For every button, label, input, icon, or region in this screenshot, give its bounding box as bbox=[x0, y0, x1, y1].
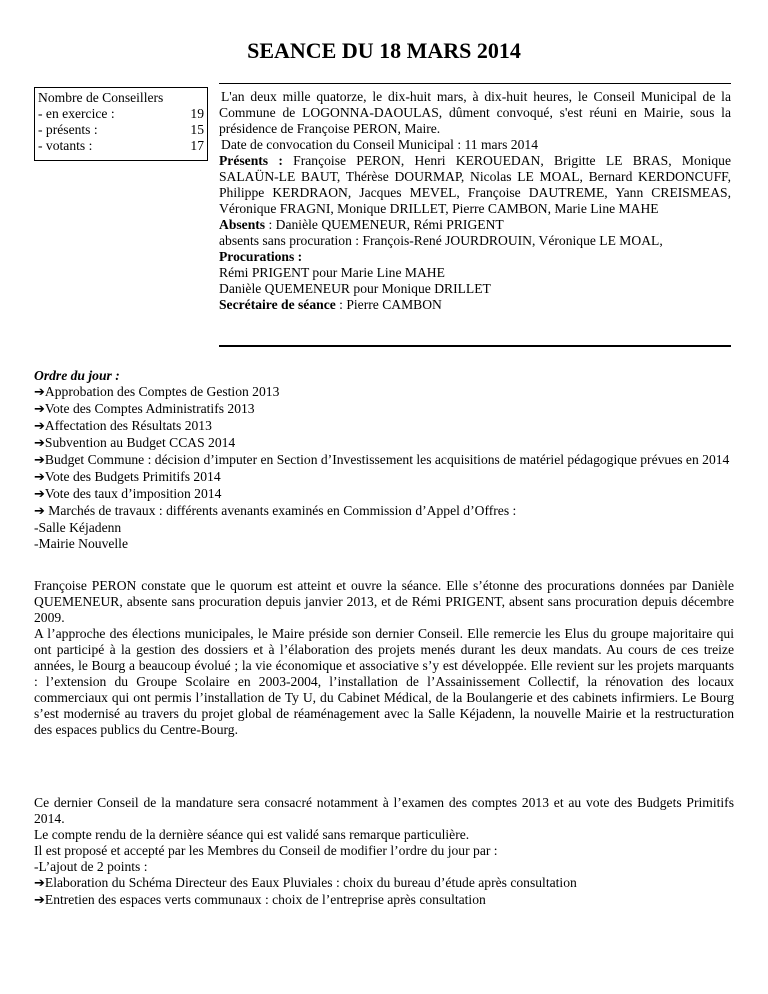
count-row-en-exercice bbox=[38, 106, 204, 122]
added-item: ➔Entretien des espaces verts communaux : choix de l’entreprise après consultation bbox=[34, 892, 486, 908]
header-divider-bottom bbox=[219, 345, 731, 347]
absents-sans-procuration: absents sans procuration : François-René JOURDROUIN, Véronique LE MOAL, bbox=[219, 233, 663, 248]
agenda-item: ➔Vote des taux d’imposition 2014 bbox=[34, 486, 222, 502]
right-arrow-icon: ➔ bbox=[34, 893, 45, 908]
agenda-heading: Ordre du jour : bbox=[34, 368, 120, 383]
secretaire-block bbox=[219, 297, 731, 313]
session-intro: L'an deux mille quatorze, le dix-huit mars, à dix-huit heures, le Conseil Municipal de la Commune de LOGONNA-DAOULAS, dûment convoqué, s'est réuni en Mairie, sous la présidence de Françoise PERON, Maire. bbox=[219, 89, 731, 136]
right-arrow-icon: ➔ bbox=[34, 402, 45, 417]
agenda-item: ➔Affectation des Résultats 2013 bbox=[34, 418, 212, 434]
councillors-count-box bbox=[34, 87, 208, 161]
agenda-subitem: -Salle Kéjadenn bbox=[34, 520, 122, 535]
paragraph: Françoise PERON constate que le quorum est atteint et ouvre la séance. Elle s’étonne des procurations données par Danièle QUEMENEUR, absente sans procuration depuis janvier 2013, et de Rémi PRIGENT, absent sans procuration depuis décembre 2009. bbox=[34, 578, 734, 625]
count-value: 19 bbox=[190, 106, 204, 121]
presents-list: Françoise PERON, Henri KEROUEDAN, Brigitte LE BRAS, Monique SALAÜN-LE BAUT, Thérèse DOURMAP, Nicolas LE MOAL, Bernard KERDONCUFF, Philippe KERDRAON, Jacques MEVEL, Françoise DAUTREME, Yann CREISMEAS, Véronique FRAGNI, Monique DRILLET, Pierre CAMBON, Marie Line MAHE bbox=[219, 153, 731, 216]
agenda-item: ➔Vote des Comptes Administratifs 2013 bbox=[34, 401, 255, 417]
agenda-item: ➔Budget Commune : décision d’imputer en Section d’Investissement les acquisitions de matériel pédagogique prévues en 2014 bbox=[34, 452, 730, 468]
secretaire-name: : Pierre CAMBON bbox=[335, 297, 442, 312]
count-row-votants bbox=[38, 138, 204, 154]
session-header bbox=[219, 89, 731, 313]
paragraph: Il est proposé et accepté par les Membres du Conseil de modifier l’ordre du jour par : bbox=[34, 843, 498, 858]
right-arrow-icon: ➔ bbox=[34, 385, 45, 400]
count-value: 17 bbox=[190, 138, 204, 153]
procuration-item: Rémi PRIGENT pour Marie Line MAHE bbox=[219, 265, 445, 280]
count-value: 15 bbox=[190, 122, 204, 137]
procuration-item: Danièle QUEMENEUR pour Monique DRILLET bbox=[219, 281, 491, 296]
presents-label: Présents : bbox=[219, 153, 283, 168]
paragraph: Le compte rendu de la dernière séance qui est validé sans remarque particulière. bbox=[34, 827, 470, 842]
absents-label: Absents bbox=[219, 217, 266, 232]
paragraph: A l’approche des élections municipales, le Maire préside son dernier Conseil. Elle remercie les Elus du groupe majoritaire qui ont participé à la gestion des dossiers et à l’élaboration des projets menés durant les deux mandats. Au cours de ces treize années, le Bourg a beaucoup évolué ; la vie économique et associative s’y est développée. Elle revient sur les projets marquants : l’extension du Groupe Scolaire en 2003-2004, l’installation de l’Assainissement Collectif, la rénovation des locaux commerciaux qui ont permis l’installation de Ty U, du Cabinet Médical, de la Boulangerie et des cabinets infirmiers. Le Bourg s’est modernisé au travers du projet global de réaménagement avec la Salle Kéjadenn, la nouvelle Mairie et la restructuration des espaces publics du Centre-Bourg. bbox=[34, 626, 734, 737]
opening-remarks bbox=[34, 578, 734, 738]
count-label: - votants : bbox=[38, 138, 93, 153]
agenda-item: ➔Vote des Budgets Primitifs 2014 bbox=[34, 469, 221, 485]
paragraph: -L’ajout de 2 points : bbox=[34, 859, 148, 874]
presents-block bbox=[219, 153, 731, 217]
right-arrow-icon: ➔ bbox=[34, 436, 45, 451]
agenda bbox=[34, 368, 734, 552]
paragraph: Ce dernier Conseil de la mandature sera consacré notamment à l’examen des comptes 2013 et au vote des Budgets Primitifs 2014. bbox=[34, 795, 734, 826]
right-arrow-icon: ➔ bbox=[34, 470, 45, 485]
procurations-label: Procurations : bbox=[219, 249, 303, 264]
count-label: - présents : bbox=[38, 122, 98, 137]
counts-heading: Nombre de Conseillers bbox=[38, 90, 164, 105]
count-row-presents bbox=[38, 122, 204, 138]
count-label: - en exercice : bbox=[38, 106, 115, 121]
right-arrow-icon: ➔ bbox=[34, 487, 45, 502]
absents-block bbox=[219, 217, 731, 233]
right-arrow-icon: ➔ bbox=[34, 453, 45, 468]
secretaire-label: Secrétaire de séance bbox=[219, 297, 336, 312]
added-item: ➔Elaboration du Schéma Directeur des Eaux Pluviales : choix du bureau d’étude après consultation bbox=[34, 875, 577, 891]
agenda-item: ➔ Marchés de travaux : différents avenants examinés en Commission d’Appel d’Offres : bbox=[34, 503, 517, 519]
convocation-date: Date de convocation du Conseil Municipal : 11 mars 2014 bbox=[221, 137, 538, 152]
header-divider-top bbox=[219, 83, 731, 84]
page-title: SEANCE DU 18 MARS 2014 bbox=[247, 38, 521, 63]
right-arrow-icon: ➔ bbox=[34, 419, 45, 434]
right-arrow-icon: ➔ bbox=[34, 504, 45, 519]
absents-list: : Danièle QUEMENEUR, Rémi PRIGENT bbox=[265, 217, 504, 232]
session-agenda-changes bbox=[34, 795, 734, 909]
agenda-item: ➔Approbation des Comptes de Gestion 2013 bbox=[34, 384, 280, 400]
right-arrow-icon: ➔ bbox=[34, 876, 45, 891]
agenda-item: ➔Subvention au Budget CCAS 2014 bbox=[34, 435, 236, 451]
agenda-subitem: -Mairie Nouvelle bbox=[34, 536, 128, 551]
